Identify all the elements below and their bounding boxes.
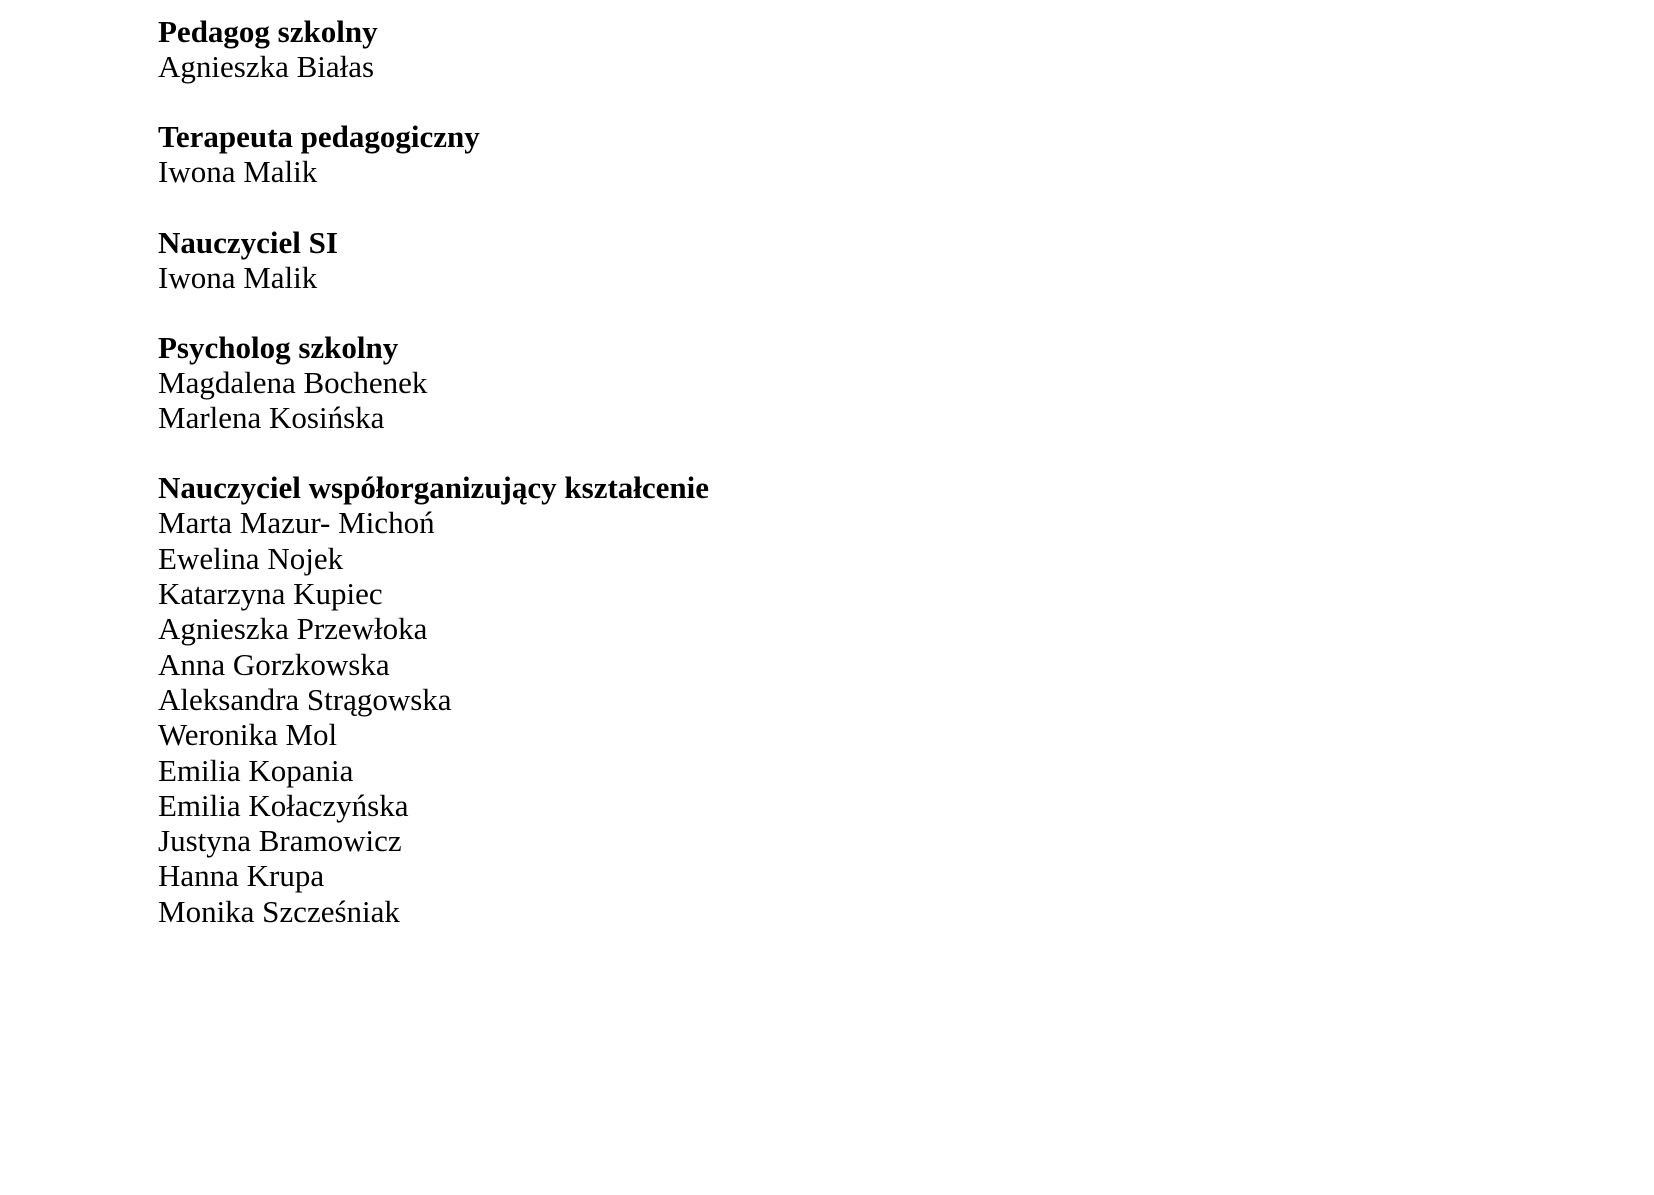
staff-name: Emilia Kopania: [158, 752, 354, 788]
section-si-teacher: [158, 225, 1558, 295]
staff-name: Agnieszka Białas: [158, 49, 375, 84]
section-heading: Pedagog szkolny: [158, 14, 378, 49]
staff-name: Katarzyna Kupiec: [158, 576, 383, 612]
staff-name: Aleksandra Strągowska: [158, 681, 452, 717]
staff-name: Marta Mazur- Michoń: [158, 505, 435, 541]
section-school-pedagogue: [158, 14, 1558, 84]
staff-name: Ewelina Nojek: [158, 540, 344, 576]
section-heading: Nauczyciel współorganizujący kształcenie: [158, 470, 710, 506]
staff-name: Magdalena Bochenek: [158, 364, 428, 400]
section-heading: Nauczyciel SI: [158, 224, 338, 260]
staff-name: Agnieszka Przewłoka: [158, 611, 428, 647]
staff-name: Emilia Kołaczyńska: [158, 787, 409, 823]
section-co-organizing-teacher: [158, 470, 1558, 929]
staff-name: Justyna Bramowicz: [158, 823, 402, 859]
section-pedagogical-therapist: [158, 119, 1558, 189]
section-heading: Terapeuta pedagogiczny: [158, 119, 480, 155]
staff-name: Iwona Malik: [158, 154, 318, 190]
section-heading: Psycholog szkolny: [158, 329, 399, 365]
staff-name: Hanna Krupa: [158, 858, 325, 894]
staff-name: Iwona Malik: [158, 259, 318, 295]
document-page: [158, 14, 1558, 964]
staff-name: Marlena Kosińska: [158, 400, 385, 436]
staff-name: Weronika Mol: [158, 717, 338, 753]
staff-name: Monika Szcześniak: [158, 893, 400, 929]
staff-name: Anna Gorzkowska: [158, 646, 390, 682]
section-school-psychologist: [158, 330, 1558, 436]
